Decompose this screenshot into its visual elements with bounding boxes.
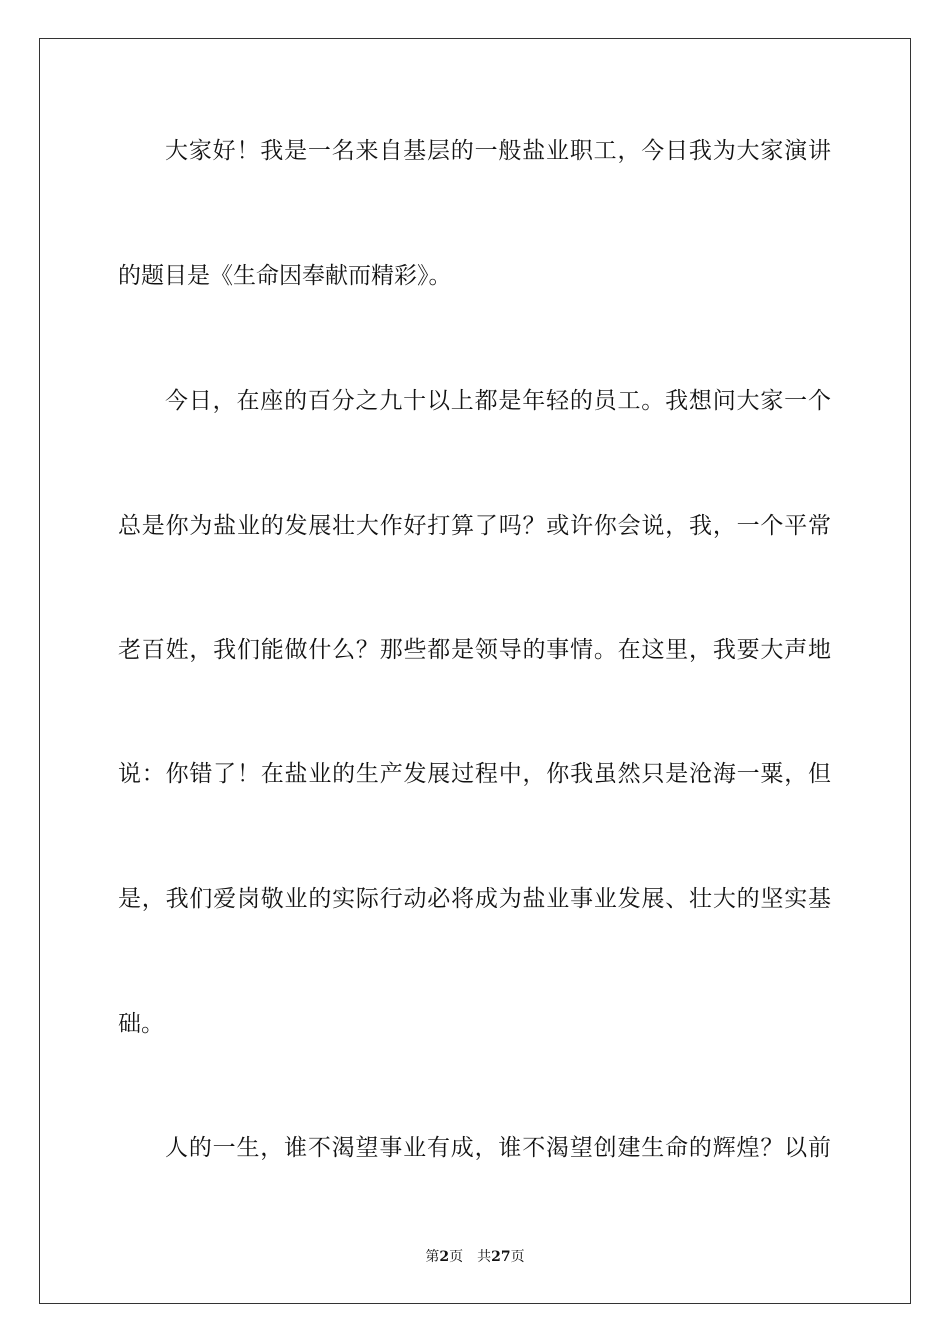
page-border — [39, 38, 911, 1304]
paragraph-2-line-3: 老百姓，我们能做什么？那些都是领导的事情。在这里，我要大声地 — [118, 637, 831, 663]
page-footer — [0, 1248, 950, 1266]
paragraph-2-line-1: 今日，在座的百分之九十以上都是年轻的员工。我想问大家一个 — [165, 388, 831, 414]
paragraph-1-line-2: 的题目是《生命因奉献而精彩》。 — [118, 263, 452, 289]
footer-total-prefix: 共 — [477, 1249, 492, 1265]
footer-total-number: 27 — [491, 1249, 511, 1265]
footer-page-prefix: 第 — [425, 1249, 440, 1265]
footer-total-suffix: 页 — [510, 1249, 525, 1265]
paragraph-2-line-2: 总是你为盐业的发展壮大作好打算了吗？或许你会说，我，一个平常 — [118, 513, 831, 539]
paragraph-3-line-1: 人的一生，谁不渴望事业有成，谁不渴望创建生命的辉煌？以前 — [165, 1135, 831, 1161]
footer-page-number: 2 — [439, 1249, 450, 1265]
paragraph-1-line-1: 大家好！我是一名来自基层的一般盐业职工，今日我为大家演讲 — [165, 138, 831, 164]
paragraph-2-line-5: 是，我们爱岗敬业的实际行动必将成为盐业事业发展、壮大的坚实基 — [118, 886, 831, 912]
paragraph-2-line-4: 说：你错了！在盐业的生产发展过程中，你我虽然只是沧海一粟，但 — [118, 761, 831, 787]
paragraph-2-line-6: 础。 — [118, 1011, 164, 1037]
footer-page-suffix: 页 — [449, 1249, 464, 1265]
